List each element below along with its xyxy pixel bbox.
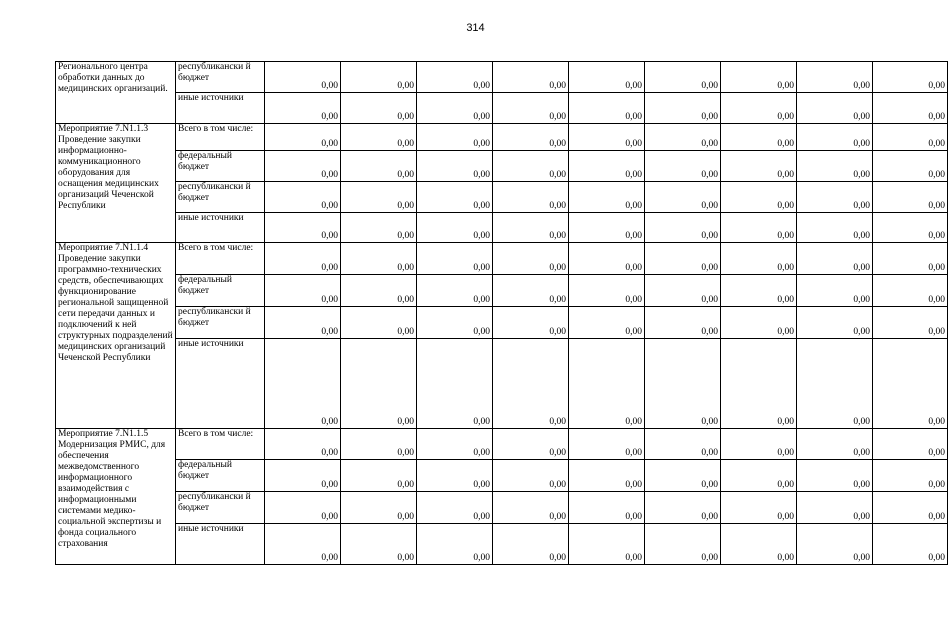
amount-cell: 0,00 <box>265 213 341 243</box>
amount-cell: 0,00 <box>873 307 948 339</box>
table-row <box>56 339 948 429</box>
funding-source: иные источники <box>176 339 265 429</box>
amount-cell: 0,00 <box>645 124 721 151</box>
table-row <box>56 492 948 524</box>
amount-cell: 0,00 <box>721 524 797 565</box>
funding-source: Всего в том числе: <box>176 429 265 460</box>
amount-cell: 0,00 <box>797 275 873 307</box>
table-row <box>56 62 948 93</box>
amount-cell: 0,00 <box>493 62 569 93</box>
table-row <box>56 524 948 565</box>
funding-source: иные источники <box>176 93 265 124</box>
funding-source: иные источники <box>176 524 265 565</box>
amount-cell: 0,00 <box>417 93 493 124</box>
funding-source: Всего в том числе: <box>176 124 265 151</box>
amount-cell: 0,00 <box>417 307 493 339</box>
amount-cell: 0,00 <box>265 492 341 524</box>
table-row <box>56 243 948 275</box>
amount-cell: 0,00 <box>493 339 569 429</box>
amount-cell: 0,00 <box>265 93 341 124</box>
amount-cell: 0,00 <box>873 339 948 429</box>
amount-cell: 0,00 <box>873 213 948 243</box>
table-row <box>56 307 948 339</box>
amount-cell: 0,00 <box>873 460 948 492</box>
activity-description: Мероприятие 7.N1.1.3 Проведение закупки информационно-коммуникационного оборудования для оснащения медицинских организаций Чеченской Республики <box>56 124 176 243</box>
table-row <box>56 213 948 243</box>
amount-cell: 0,00 <box>797 182 873 213</box>
amount-cell: 0,00 <box>341 460 417 492</box>
amount-cell: 0,00 <box>265 524 341 565</box>
funding-source: федеральный бюджет <box>176 275 265 307</box>
amount-cell: 0,00 <box>265 429 341 460</box>
amount-cell: 0,00 <box>797 460 873 492</box>
amount-cell: 0,00 <box>645 524 721 565</box>
amount-cell: 0,00 <box>493 275 569 307</box>
amount-cell: 0,00 <box>417 460 493 492</box>
amount-cell: 0,00 <box>721 243 797 275</box>
activity-description: Мероприятие 7.N1.1.5 Модернизация РМИС, для обеспечения межведомственного информационного взаимодействия с информационными системами медико-социальной экспертизы и фонда социального страхования <box>56 429 176 565</box>
amount-cell: 0,00 <box>797 339 873 429</box>
amount-cell: 0,00 <box>873 93 948 124</box>
amount-cell: 0,00 <box>797 213 873 243</box>
amount-cell: 0,00 <box>569 275 645 307</box>
amount-cell: 0,00 <box>645 93 721 124</box>
amount-cell: 0,00 <box>645 339 721 429</box>
amount-cell: 0,00 <box>493 124 569 151</box>
amount-cell: 0,00 <box>873 429 948 460</box>
amount-cell: 0,00 <box>797 429 873 460</box>
amount-cell: 0,00 <box>873 124 948 151</box>
amount-cell: 0,00 <box>721 275 797 307</box>
amount-cell: 0,00 <box>341 339 417 429</box>
amount-cell: 0,00 <box>417 243 493 275</box>
amount-cell: 0,00 <box>341 124 417 151</box>
amount-cell: 0,00 <box>569 307 645 339</box>
amount-cell: 0,00 <box>569 492 645 524</box>
amount-cell: 0,00 <box>341 243 417 275</box>
amount-cell: 0,00 <box>265 275 341 307</box>
amount-cell: 0,00 <box>417 429 493 460</box>
budget-table <box>55 61 948 565</box>
table-row <box>56 93 948 124</box>
amount-cell: 0,00 <box>721 93 797 124</box>
amount-cell: 0,00 <box>493 460 569 492</box>
amount-cell: 0,00 <box>721 213 797 243</box>
table-row <box>56 151 948 182</box>
amount-cell: 0,00 <box>797 62 873 93</box>
amount-cell: 0,00 <box>417 275 493 307</box>
amount-cell: 0,00 <box>873 492 948 524</box>
amount-cell: 0,00 <box>797 93 873 124</box>
funding-source: федеральный бюджет <box>176 460 265 492</box>
amount-cell: 0,00 <box>721 339 797 429</box>
amount-cell: 0,00 <box>797 307 873 339</box>
amount-cell: 0,00 <box>797 151 873 182</box>
amount-cell: 0,00 <box>341 307 417 339</box>
amount-cell: 0,00 <box>569 460 645 492</box>
funding-source: республикански й бюджет <box>176 492 265 524</box>
amount-cell: 0,00 <box>493 213 569 243</box>
amount-cell: 0,00 <box>493 243 569 275</box>
amount-cell: 0,00 <box>721 460 797 492</box>
amount-cell: 0,00 <box>417 339 493 429</box>
activity-description: Мероприятие 7.N1.1.4 Проведение закупки программно-технических средств, обеспечивающих функционирование региональной защищенной сети передачи данных и подключений к ней структурных подразделений медицинских организаций Чеченской Республики <box>56 243 176 429</box>
amount-cell: 0,00 <box>569 93 645 124</box>
funding-source: Всего в том числе: <box>176 243 265 275</box>
amount-cell: 0,00 <box>569 524 645 565</box>
table-row <box>56 275 948 307</box>
amount-cell: 0,00 <box>417 151 493 182</box>
amount-cell: 0,00 <box>645 275 721 307</box>
amount-cell: 0,00 <box>721 124 797 151</box>
amount-cell: 0,00 <box>645 62 721 93</box>
page-number: 314 <box>466 22 485 34</box>
amount-cell: 0,00 <box>797 243 873 275</box>
amount-cell: 0,00 <box>341 275 417 307</box>
table-row <box>56 182 948 213</box>
amount-cell: 0,00 <box>493 524 569 565</box>
funding-source: федеральный бюджет <box>176 151 265 182</box>
amount-cell: 0,00 <box>265 182 341 213</box>
amount-cell: 0,00 <box>797 524 873 565</box>
amount-cell: 0,00 <box>645 243 721 275</box>
amount-cell: 0,00 <box>265 460 341 492</box>
funding-source: республикански й бюджет <box>176 182 265 213</box>
amount-cell: 0,00 <box>569 151 645 182</box>
amount-cell: 0,00 <box>645 213 721 243</box>
amount-cell: 0,00 <box>265 243 341 275</box>
amount-cell: 0,00 <box>797 492 873 524</box>
amount-cell: 0,00 <box>417 492 493 524</box>
amount-cell: 0,00 <box>265 151 341 182</box>
amount-cell: 0,00 <box>721 429 797 460</box>
amount-cell: 0,00 <box>873 151 948 182</box>
amount-cell: 0,00 <box>873 182 948 213</box>
amount-cell: 0,00 <box>645 429 721 460</box>
amount-cell: 0,00 <box>569 429 645 460</box>
amount-cell: 0,00 <box>645 151 721 182</box>
amount-cell: 0,00 <box>493 151 569 182</box>
amount-cell: 0,00 <box>493 93 569 124</box>
amount-cell: 0,00 <box>721 151 797 182</box>
amount-cell: 0,00 <box>569 213 645 243</box>
amount-cell: 0,00 <box>493 307 569 339</box>
amount-cell: 0,00 <box>569 243 645 275</box>
table-row <box>56 429 948 460</box>
table-row <box>56 124 948 151</box>
amount-cell: 0,00 <box>341 62 417 93</box>
amount-cell: 0,00 <box>873 524 948 565</box>
amount-cell: 0,00 <box>645 182 721 213</box>
amount-cell: 0,00 <box>341 524 417 565</box>
amount-cell: 0,00 <box>721 307 797 339</box>
amount-cell: 0,00 <box>873 275 948 307</box>
amount-cell: 0,00 <box>417 524 493 565</box>
funding-source: республикански й бюджет <box>176 62 265 93</box>
amount-cell: 0,00 <box>493 429 569 460</box>
amount-cell: 0,00 <box>569 182 645 213</box>
amount-cell: 0,00 <box>417 124 493 151</box>
amount-cell: 0,00 <box>265 62 341 93</box>
amount-cell: 0,00 <box>493 182 569 213</box>
table-row <box>56 460 948 492</box>
funding-source: республикански й бюджет <box>176 307 265 339</box>
amount-cell: 0,00 <box>265 307 341 339</box>
amount-cell: 0,00 <box>721 182 797 213</box>
amount-cell: 0,00 <box>417 213 493 243</box>
amount-cell: 0,00 <box>417 182 493 213</box>
amount-cell: 0,00 <box>341 93 417 124</box>
amount-cell: 0,00 <box>493 492 569 524</box>
activity-description: Регионального центра обработки данных до медицинских организаций. <box>56 62 176 124</box>
amount-cell: 0,00 <box>569 339 645 429</box>
amount-cell: 0,00 <box>341 213 417 243</box>
amount-cell: 0,00 <box>873 243 948 275</box>
amount-cell: 0,00 <box>265 124 341 151</box>
amount-cell: 0,00 <box>645 307 721 339</box>
amount-cell: 0,00 <box>341 492 417 524</box>
amount-cell: 0,00 <box>873 62 948 93</box>
amount-cell: 0,00 <box>341 151 417 182</box>
amount-cell: 0,00 <box>341 182 417 213</box>
funding-source: иные источники <box>176 213 265 243</box>
amount-cell: 0,00 <box>417 62 493 93</box>
amount-cell: 0,00 <box>645 492 721 524</box>
amount-cell: 0,00 <box>569 124 645 151</box>
amount-cell: 0,00 <box>721 62 797 93</box>
amount-cell: 0,00 <box>645 460 721 492</box>
amount-cell: 0,00 <box>569 62 645 93</box>
amount-cell: 0,00 <box>797 124 873 151</box>
amount-cell: 0,00 <box>721 492 797 524</box>
amount-cell: 0,00 <box>265 339 341 429</box>
amount-cell: 0,00 <box>341 429 417 460</box>
